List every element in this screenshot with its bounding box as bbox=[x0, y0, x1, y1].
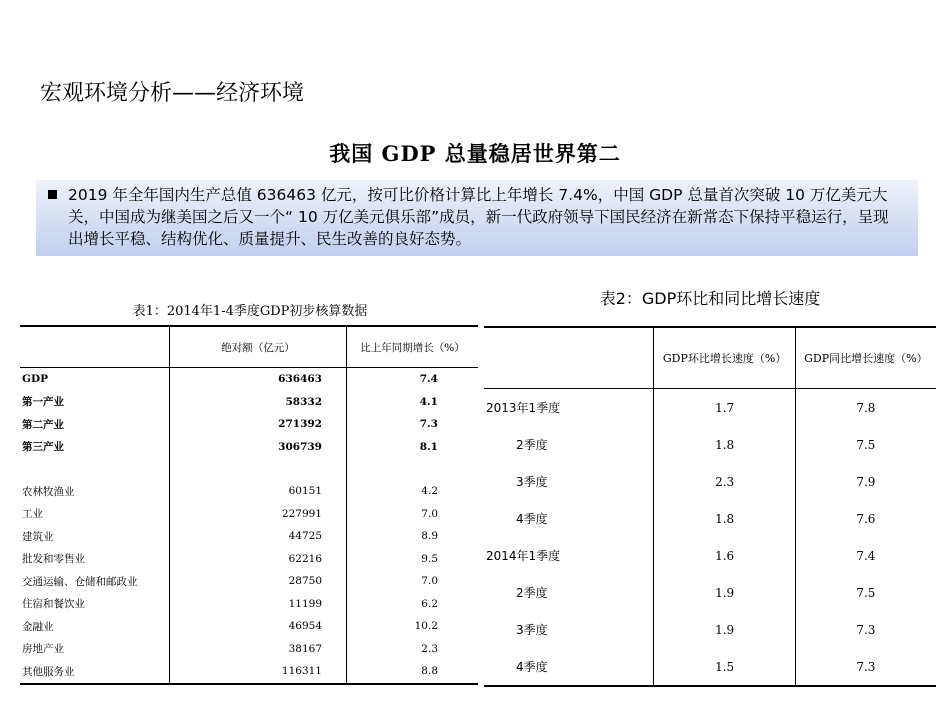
quarter-label: 4季度 bbox=[516, 512, 548, 526]
row-growth: 7.4 bbox=[347, 368, 479, 391]
qoq-value: 1.7 bbox=[654, 389, 795, 427]
main-heading: 我国 GDP 总量稳居世界第二 bbox=[329, 141, 621, 166]
table-row bbox=[20, 638, 478, 661]
table-row bbox=[20, 525, 478, 548]
row-name: 交通运输、仓储和邮政业 bbox=[22, 575, 138, 588]
row-value: 60151 bbox=[170, 480, 347, 503]
table-row bbox=[484, 611, 936, 648]
table-row bbox=[484, 574, 936, 611]
row-name: 房地产业 bbox=[22, 643, 64, 656]
row-name: 批发和零售业 bbox=[22, 553, 85, 566]
table2-header-row bbox=[484, 327, 936, 389]
yoy-value: 7.9 bbox=[795, 463, 936, 500]
summary-text: 2019 年全年国内生产总值 636463 亿元，按可比价格计算比上年增长 7.4%，中国 GDP 总量首次突破 10 万亿美元大关，中国成为继美国之后又一个“ 10 万亿美元俱乐部”成员，新一代政府领导下国民经济在新常态下保持平稳运行，呈现出增长平稳、结构优化、质量提升、民生改善的良好态势。 bbox=[68, 186, 889, 248]
quarter-label: 2013年1季度 bbox=[486, 401, 561, 415]
row-growth: 8.1 bbox=[347, 436, 479, 459]
row-value: 44725 bbox=[170, 525, 347, 548]
row-name: 农林牧渔业 bbox=[22, 485, 75, 498]
table-row bbox=[20, 480, 478, 503]
row-growth: 4.1 bbox=[347, 391, 479, 414]
row-growth: 6.2 bbox=[347, 593, 479, 616]
table-row bbox=[20, 413, 478, 436]
quarter-label: 3季度 bbox=[516, 475, 548, 489]
square-bullet-icon bbox=[48, 190, 57, 199]
row-value: 271392 bbox=[170, 413, 347, 436]
table1-caption: 表1：2014年1-4季度GDP初步核算数据 bbox=[132, 304, 368, 319]
row-growth: 10.2 bbox=[347, 615, 479, 638]
row-growth: 2.3 bbox=[347, 638, 479, 661]
table-row bbox=[20, 570, 478, 593]
table-row bbox=[484, 463, 936, 500]
table-row bbox=[484, 537, 936, 574]
row-name: 第二产业 bbox=[22, 418, 64, 431]
yoy-value: 7.3 bbox=[795, 611, 936, 648]
row-name: GDP bbox=[22, 373, 48, 386]
row-name: 第一产业 bbox=[22, 396, 64, 409]
table1-header-growth: 比上年同期增长（%） bbox=[347, 326, 479, 368]
gdp-accounting-table bbox=[20, 325, 478, 685]
qoq-value: 2.3 bbox=[654, 463, 795, 500]
row-growth: 9.5 bbox=[347, 548, 479, 571]
row-growth: 7.0 bbox=[347, 503, 479, 526]
table-row bbox=[484, 648, 936, 686]
table2-header-quarter bbox=[484, 327, 654, 389]
table1-header-name bbox=[20, 326, 170, 368]
table-row bbox=[20, 503, 478, 526]
yoy-value: 7.5 bbox=[795, 574, 936, 611]
qoq-value: 1.8 bbox=[654, 426, 795, 463]
qoq-value: 1.9 bbox=[654, 574, 795, 611]
row-name: 建筑业 bbox=[22, 530, 54, 543]
yoy-value: 7.8 bbox=[795, 389, 936, 427]
quarter-label: 4季度 bbox=[516, 660, 548, 674]
table-row bbox=[484, 426, 936, 463]
row-value: 62216 bbox=[170, 548, 347, 571]
slide-title: 宏观环境分析——经济环境 bbox=[40, 81, 305, 106]
row-value: 38167 bbox=[170, 638, 347, 661]
row-name: 金融业 bbox=[22, 620, 54, 633]
row-value: 58332 bbox=[170, 391, 347, 414]
row-value: 46954 bbox=[170, 615, 347, 638]
row-value: 227991 bbox=[170, 503, 347, 526]
qoq-value: 1.6 bbox=[654, 537, 795, 574]
quarter-label: 3季度 bbox=[516, 623, 548, 637]
row-name: 住宿和餐饮业 bbox=[22, 598, 85, 611]
table1-header-row bbox=[20, 326, 478, 368]
row-name: 其他服务业 bbox=[22, 665, 75, 678]
row-growth: 8.9 bbox=[347, 525, 479, 548]
table-row bbox=[20, 368, 478, 391]
table-row bbox=[20, 593, 478, 616]
row-name: 第三产业 bbox=[22, 441, 64, 454]
row-growth: 8.8 bbox=[347, 660, 479, 684]
yoy-value: 7.5 bbox=[795, 426, 936, 463]
table1-header-value: 绝对额（亿元） bbox=[170, 326, 347, 368]
table2-header-qoq: GDP环比增长速度（%） bbox=[654, 327, 795, 389]
row-value: 636463 bbox=[170, 368, 347, 391]
qoq-value: 1.5 bbox=[654, 648, 795, 686]
yoy-value: 7.3 bbox=[795, 648, 936, 686]
qoq-value: 1.8 bbox=[654, 500, 795, 537]
qoq-value: 1.9 bbox=[654, 611, 795, 648]
yoy-value: 7.6 bbox=[795, 500, 936, 537]
table2-header-yoy: GDP同比增长速度（%） bbox=[795, 327, 936, 389]
row-name: 工业 bbox=[22, 508, 43, 521]
row-value: 11199 bbox=[170, 593, 347, 616]
summary-box bbox=[36, 180, 918, 256]
row-growth: 4.2 bbox=[347, 480, 479, 503]
table-row bbox=[484, 389, 936, 427]
row-value: 116311 bbox=[170, 660, 347, 684]
table-row bbox=[20, 615, 478, 638]
table2-caption: 表2：GDP环比和同比增长速度 bbox=[599, 289, 821, 308]
table-row bbox=[20, 660, 478, 684]
quarter-label: 2季度 bbox=[516, 438, 548, 452]
row-growth: 7.0 bbox=[347, 570, 479, 593]
spacer-row bbox=[20, 458, 478, 480]
row-growth: 7.3 bbox=[347, 413, 479, 436]
table-row bbox=[20, 391, 478, 414]
yoy-value: 7.4 bbox=[795, 537, 936, 574]
row-value: 306739 bbox=[170, 436, 347, 459]
table-row bbox=[484, 500, 936, 537]
row-value: 28750 bbox=[170, 570, 347, 593]
gdp-growth-table bbox=[484, 326, 936, 687]
table-row bbox=[20, 548, 478, 571]
quarter-label: 2014年1季度 bbox=[486, 549, 561, 563]
quarter-label: 2季度 bbox=[516, 586, 548, 600]
table-row bbox=[20, 436, 478, 459]
